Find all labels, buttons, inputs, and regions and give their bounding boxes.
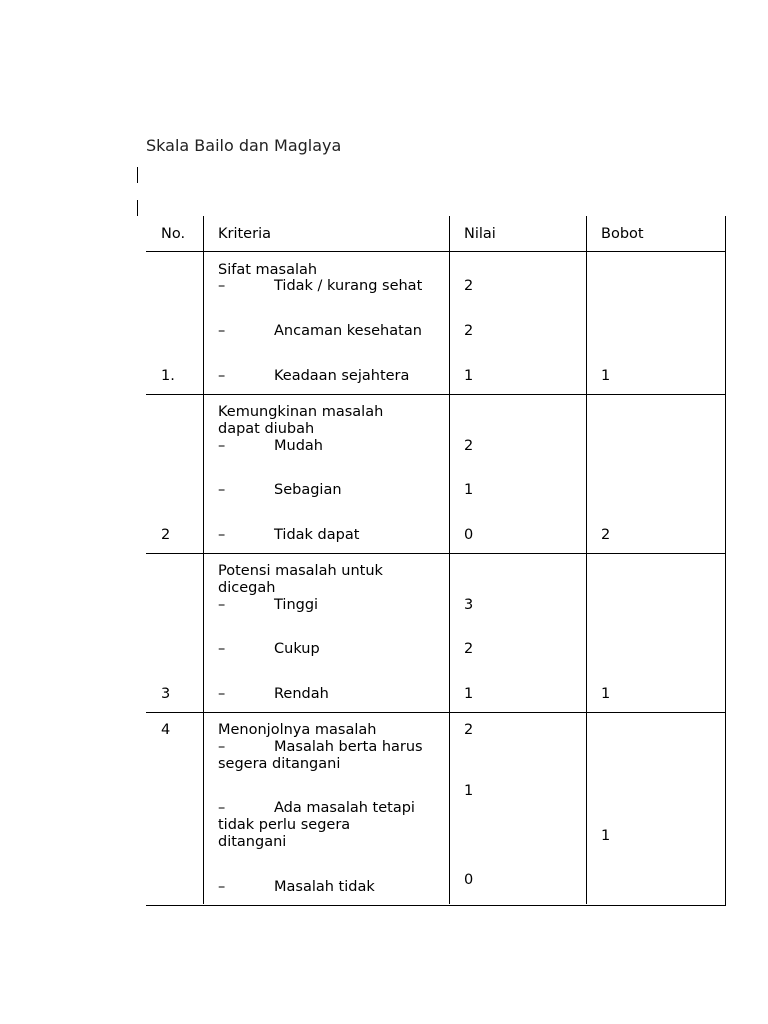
bullet-dash: – [218,800,226,816]
text-cursor [137,200,138,216]
bullet-dash: – [218,482,226,498]
nilai-value: 1 [464,686,474,702]
row-number: 2 [161,527,171,543]
criteria-heading: Menonjolnya masalah [218,722,377,738]
criteria-heading: Kemungkinan masalah [218,404,384,420]
criteria-heading: Sifat masalah [218,262,318,278]
criteria-option: Tidak dapat [274,527,360,543]
criteria-option: Tidak / kurang sehat [274,278,423,294]
row-number: 1. [161,368,175,384]
column-divider [449,216,450,904]
document-title: Skala Bailo dan Maglaya [146,136,342,155]
bullet-dash: – [218,527,226,543]
row-divider [146,394,726,395]
criteria-option: Tinggi [274,597,319,613]
nilai-value: 3 [464,597,474,613]
row-number: 3 [161,686,171,702]
bullet-dash: – [218,438,226,454]
header-kriteria: Kriteria [218,226,271,242]
bullet-dash: – [218,641,226,657]
header-no: No. [161,226,186,242]
row-divider [146,905,726,906]
criteria-option: Sebagian [274,482,342,498]
bobot-value: 1 [601,368,611,384]
bobot-value: 1 [601,686,611,702]
nilai-value: 2 [464,722,474,738]
bullet-dash: – [218,278,226,294]
nilai-value: 2 [464,641,474,657]
column-divider [203,216,204,904]
bullet-dash: – [218,739,226,755]
column-divider [586,216,587,904]
bullet-dash: – [218,368,226,384]
criteria-option: Ancaman kesehatan [274,323,422,339]
nilai-value: 2 [464,323,474,339]
bobot-value: 1 [601,828,611,844]
nilai-value: 1 [464,783,474,799]
nilai-value: 0 [464,872,474,888]
nilai-value: 2 [464,438,474,454]
criteria-heading: dapat diubah [218,421,315,437]
criteria-option: Ada masalah tetapi [274,800,415,816]
criteria-option: Mudah [274,438,323,454]
bullet-dash: – [218,597,226,613]
criteria-option: Keadaan sejahtera [274,368,410,384]
column-divider [725,216,726,906]
header-nilai: Nilai [464,226,496,242]
criteria-option: tidak perlu segera [218,817,351,833]
bullet-dash: – [218,686,226,702]
criteria-heading: Potensi masalah untuk [218,563,383,579]
nilai-value: 1 [464,482,474,498]
row-divider [146,712,726,713]
criteria-option: segera ditangani [218,756,341,772]
bobot-value: 2 [601,527,611,543]
bullet-dash: – [218,323,226,339]
nilai-value: 2 [464,278,474,294]
criteria-option: Rendah [274,686,329,702]
header-bobot: Bobot [601,226,644,242]
row-divider [146,251,726,252]
bullet-dash: – [218,879,226,895]
criteria-option: Cukup [274,641,320,657]
nilai-value: 0 [464,527,474,543]
criteria-heading: dicegah [218,580,276,596]
row-number: 4 [161,722,171,738]
nilai-value: 1 [464,368,474,384]
criteria-option: ditangani [218,834,287,850]
text-cursor [137,167,138,183]
criteria-option: Masalah berta harus [274,739,423,755]
row-divider [146,553,726,554]
criteria-option: Masalah tidak [274,879,375,895]
